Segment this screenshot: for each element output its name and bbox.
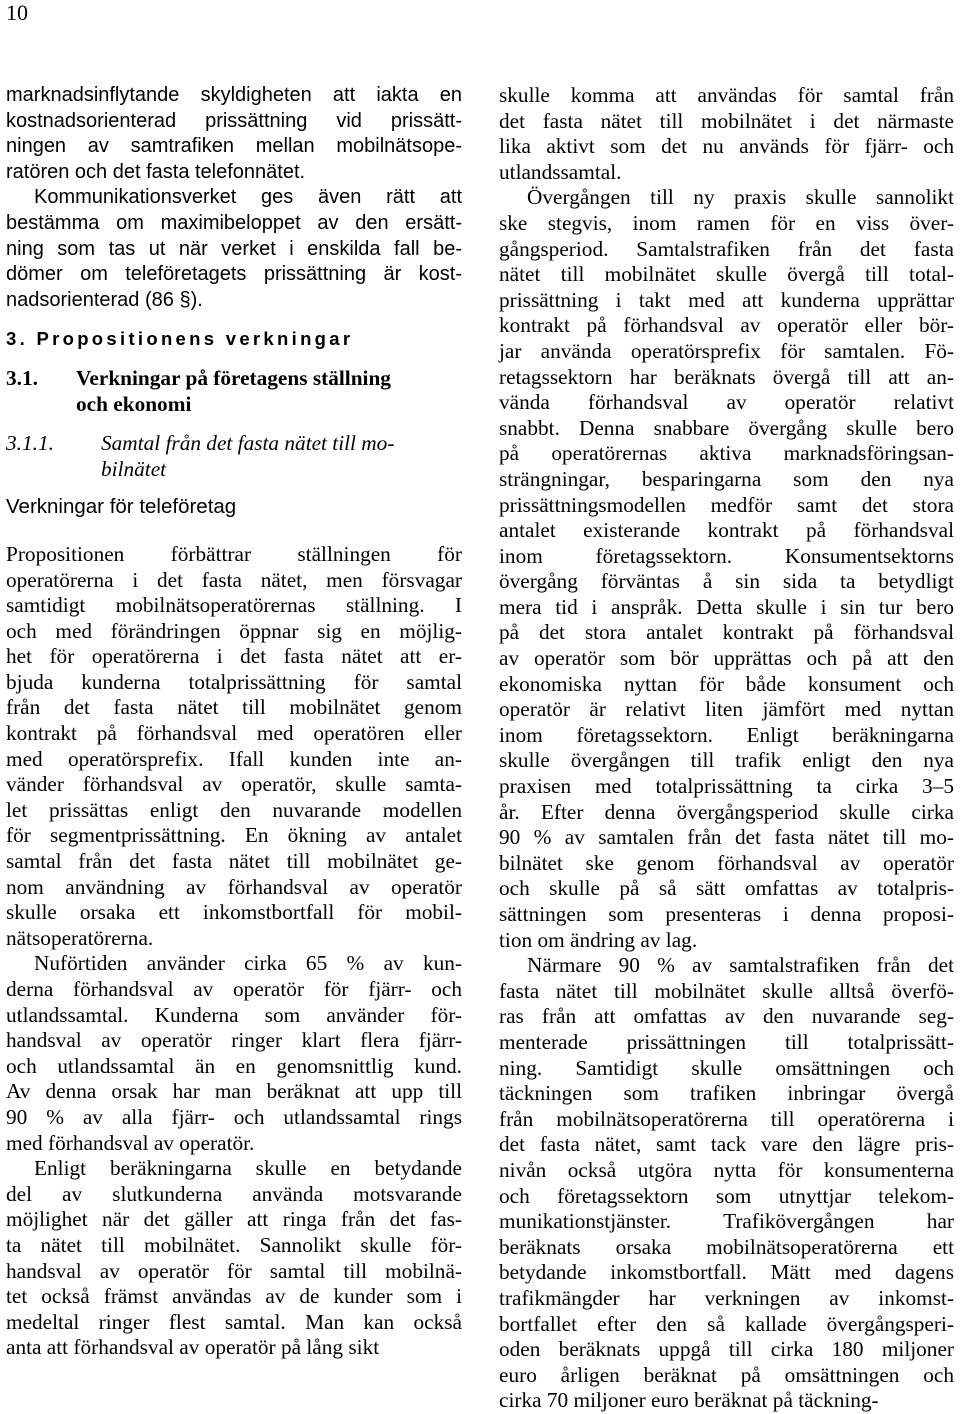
text-line: möjlighet när det gäller att ringa från det fas- xyxy=(6,1207,462,1232)
section-heading-3-1-1 xyxy=(6,431,462,482)
text-line: handsval av operatör för samtal till mobilnä- xyxy=(6,1258,462,1283)
text-line: och företagssektorn som utnyttjar telekom- xyxy=(499,1183,954,1208)
text-line: skulle orsaka ett inkomstbortfall för mobil- xyxy=(6,900,462,925)
section-heading-3: 3. Propositionens verkningar xyxy=(6,328,354,350)
right-paragraph-2 xyxy=(499,185,954,953)
text-line: het för operatörerna i det fasta nätet att er- xyxy=(6,644,462,669)
text-line: nätsoperatörerna. xyxy=(6,925,154,950)
text-line: det fasta nätet, samt tack vare den lägre pris- xyxy=(499,1132,954,1157)
text-line: med förhandsval av operatör. xyxy=(6,1130,255,1155)
text-line: retagssektorn har beräknats övergå till att an- xyxy=(499,364,954,389)
right-column xyxy=(499,83,954,1414)
text-line: övergång förväntas å sin sida ta betydligt xyxy=(499,569,954,594)
text-line: prissättningsmodellen medför samt det stora xyxy=(499,492,954,517)
text-line: täckningen som trafiken inbringar övergå xyxy=(499,1081,954,1106)
text-line: antalet existerande kontrakt på förhandsval xyxy=(499,518,954,543)
text-line: skulle komma att användas för samtal från xyxy=(499,83,954,107)
text-line: nadsorienterad (86 §). xyxy=(6,288,203,311)
text-line: kontrakt på förhandsval med operatören eller xyxy=(6,721,462,746)
text-line: euro årligen beräknat på omsättningen och xyxy=(499,1362,954,1387)
heading-3-1-number: 3.1. xyxy=(6,365,38,390)
text-line: nätet till mobilnätet skulle övergå till total- xyxy=(499,262,954,287)
text-line: ske stegvis, inom ramen för en viss över- xyxy=(499,210,954,235)
left-paragraph-3 xyxy=(6,1156,462,1361)
text-line: av operatör som bör upprättas och på att den xyxy=(499,646,954,671)
text-line: Propositionen förbättrar ställningen för xyxy=(6,541,462,566)
text-line: oden beräknats uppgå till cirka 180 miljoner xyxy=(499,1337,954,1362)
text-line: snabbt. Denna snabbare övergång skulle bero xyxy=(499,415,954,440)
text-line: skulle övergången till trafik enligt den nya xyxy=(499,748,954,773)
text-line: mera tid i anspråk. Detta skulle i sin tur bero xyxy=(499,594,954,619)
text-line: ningen av samtrafiken mellan mobilnätsope- xyxy=(6,135,462,158)
left-column xyxy=(6,83,462,1361)
left-paragraph-2 xyxy=(6,951,462,1156)
text-line: nivån också utgöra nytta för konsumenterna xyxy=(499,1157,954,1182)
subheading-teleforetag: Verkningar för teleföretag xyxy=(6,495,237,519)
text-line: inom företagssektorn. Konsumentsektorns xyxy=(499,543,954,568)
page-number: 10 xyxy=(6,0,28,25)
text-line: Nuförtiden använder cirka 65 % av kun- xyxy=(34,951,462,976)
text-line: trafikmängder har verkningen av inkomst- xyxy=(499,1285,954,1310)
text-line: ta nätet till mobilnätet. Sannolikt skulle för- xyxy=(6,1232,462,1257)
text-line: Enligt beräkningarna skulle en betydande xyxy=(34,1156,462,1181)
text-line: år. Efter denna övergångsperiod skulle cirka xyxy=(499,799,954,824)
text-line: prissättning i takt med att kunderna upprättar xyxy=(499,287,954,312)
text-line: Av denna orsak har man beräknat att upp till xyxy=(6,1079,462,1104)
text-line: sättningen som presenteras i denna proposi- xyxy=(499,902,954,926)
text-line: operatörerna i det fasta nätet, men försvagar xyxy=(6,567,462,592)
text-line: Närmare 90 % av samtalstrafiken från det xyxy=(527,953,954,978)
text-line: ning. Samtidigt skulle omsättningen och xyxy=(499,1055,954,1080)
text-line: ratören och det fasta telefonnätet. xyxy=(6,160,306,183)
text-line: munikationstjänster. Trafikövergången har xyxy=(499,1209,954,1234)
text-line: ekonomiska nyttan för både konsument och xyxy=(499,671,954,696)
text-line: utlandssamtal. xyxy=(499,159,622,184)
text-line: från det fasta nätet till mobilnätet genom xyxy=(6,695,462,720)
text-line: bestämma om maximibeloppet av den ersätt- xyxy=(6,211,462,234)
text-line: lika aktivt som det nu används för fjärr- och xyxy=(499,134,954,159)
text-line: med operatörsprefix. Ifall kunden inte an- xyxy=(6,746,462,771)
text-line: dömer om teleföretagets prissättning är kost- xyxy=(6,263,462,286)
right-paragraph-3 xyxy=(499,953,954,1414)
heading-3-1-1-number: 3.1.1. xyxy=(6,431,54,456)
text-line: medeltal ringer flest samtal. Man kan också xyxy=(6,1309,462,1334)
heading-3-1-text: Verkningar på företagens ställning och ekonomi xyxy=(76,365,391,416)
text-line: anta att förhandsval av operatör på lång sikt xyxy=(6,1335,380,1360)
text-line: gångsperiod. Samtalstrafiken från det fasta xyxy=(499,236,954,261)
text-line: inom företagssektorn. Enligt beräkningarna xyxy=(499,722,954,747)
text-line: ras från att omfattas av den nuvarande seg- xyxy=(499,1004,954,1029)
text-line: marknadsinflytande skyldigheten att iakta en xyxy=(6,84,462,106)
text-line: ning som tas ut när verket i enskilda fall be- xyxy=(6,237,462,260)
text-line: vända förhandsval av operatör relativt xyxy=(499,390,954,415)
text-line: utlandssamtal. Kunderna som använder för- xyxy=(6,1002,462,1027)
text-line: jar använda operatörsprefix för samtalen. Fö- xyxy=(499,338,954,363)
text-line: beräknats orsaka mobilnätsoperatörerna ett xyxy=(499,1234,954,1259)
intro-paragraph xyxy=(6,83,462,313)
text-line: menterade prissättningen till totalprissätt- xyxy=(499,1029,954,1054)
text-line: kontrakt på förhandsval av operatör eller bör- xyxy=(499,313,954,338)
text-line: kostnadsorienterad prissättning vid prissätt- xyxy=(6,109,462,132)
text-line: samtal från det fasta nätet till mobilnätet ge- xyxy=(6,849,462,874)
right-paragraph-1 xyxy=(499,83,954,185)
text-line: praxisen med totalprissättning ta cirka 3–5 xyxy=(499,774,954,799)
text-line: bjuda kunderna totalprissättning för samtal xyxy=(6,669,462,694)
text-line: let prissättas enligt den nuvarande modellen xyxy=(6,797,462,822)
text-line: 90 % av alla fjärr- och utlandssamtal rings xyxy=(6,1104,462,1129)
text-line: på operatörernas aktiva marknadsföringsan- xyxy=(499,441,954,466)
text-line: betydande inkomstbortfall. Mätt med dagens xyxy=(499,1260,954,1285)
text-line: och utlandssamtal än en genomsnittlig kund. xyxy=(6,1053,462,1078)
text-line: del av slutkunderna använda motsvarande xyxy=(6,1181,462,1206)
text-line: derna förhandsval av operatör för fjärr- och xyxy=(6,977,462,1001)
text-line: för segmentprissättning. En ökning av antalet xyxy=(6,823,462,848)
text-line: på det stora antalet kontrakt på förhandsval xyxy=(499,620,954,645)
text-line: och skulle på så sätt omfattas av totalpris- xyxy=(499,876,954,901)
text-line: bortfallet efter den så kallade övergångsperi- xyxy=(499,1311,954,1336)
text-line: det fasta nätet till mobilnätet i det närmaste xyxy=(499,108,954,133)
text-line: samtidigt mobilnätsoperatörernas ställning. I xyxy=(6,593,462,618)
text-line: cirka 70 miljoner euro beräknat på täckning- xyxy=(499,1388,879,1413)
text-line: vänder förhandsval av operatör, skulle samta- xyxy=(6,772,462,797)
left-paragraph-1 xyxy=(6,542,462,952)
heading-3-1-1-text: Samtal från det fasta nätet till mo- bilnätet xyxy=(101,431,395,481)
text-line: tion om ändring av lag. xyxy=(499,927,698,952)
text-line: tet också främst användas av de kunder som i xyxy=(6,1284,462,1309)
text-line: Övergången till ny praxis skulle sannolikt xyxy=(527,185,954,210)
text-line: Kommunikationsverket ges även rätt att xyxy=(34,186,462,209)
text-line: fasta nätet till mobilnätet skulle alltså överfö- xyxy=(499,978,954,1003)
text-line: och med förändringen öppnar sig en möjlig- xyxy=(6,618,462,643)
text-line: handsval av operatör ringer klart flera fjärr- xyxy=(6,1028,462,1053)
text-line: från mobilnätsoperatörerna till operatörerna i xyxy=(499,1106,954,1131)
text-line: strängningar, besparingarna som den nya xyxy=(499,466,954,491)
text-line: nom användning av förhandsval av operatör xyxy=(6,874,462,899)
text-line: operatör är relativt liten jämfört med nyttan xyxy=(499,697,954,722)
text-line: bilnätet ske genom förhandsval av operatör xyxy=(499,850,954,875)
text-line: 90 % av samtalen från det fasta nätet till mo- xyxy=(499,825,954,850)
section-heading-3-1 xyxy=(6,366,462,417)
